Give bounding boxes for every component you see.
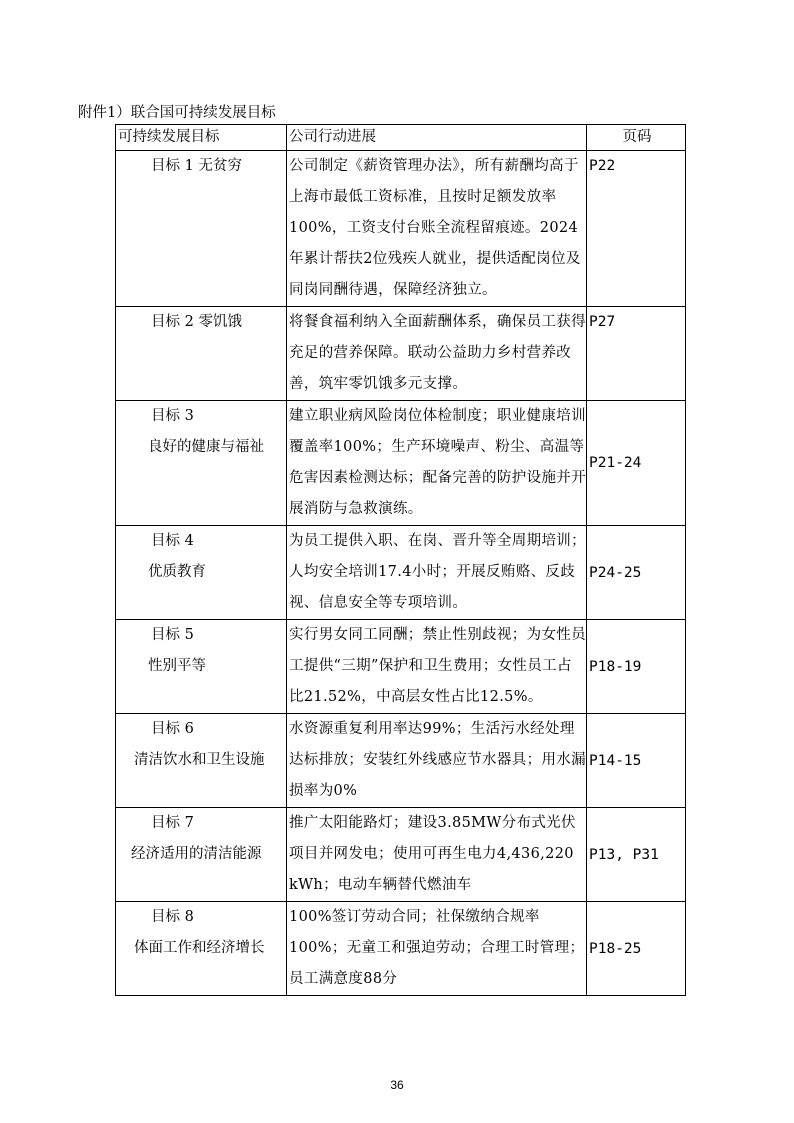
goal-name: 优质教育 bbox=[148, 564, 206, 580]
goal-number: 目标 7 bbox=[151, 815, 194, 831]
table-row bbox=[116, 151, 686, 307]
appendix-heading: 附件1）联合国可持续发展目标 bbox=[78, 105, 276, 121]
goal-name: 体面工作和经济增长 bbox=[134, 940, 265, 956]
goal-cell bbox=[116, 526, 287, 620]
header-progress: 公司行动进展 bbox=[287, 125, 587, 151]
goal-name: 良好的健康与福祉 bbox=[148, 439, 264, 455]
page-cell: P18-19 bbox=[587, 620, 686, 714]
goal-name: 性别平等 bbox=[148, 658, 206, 674]
page-cell: P24-25 bbox=[587, 526, 686, 620]
page-cell: P21-24 bbox=[587, 401, 686, 526]
progress-cell: 将餐食福利纳入全面薪酬体系，确保员工获得充足的营养保障。联动公益助力乡村营养改善，筑牢零饥饿多元支撑。 bbox=[287, 307, 587, 401]
goal-cell bbox=[116, 714, 287, 808]
page-cell: P27 bbox=[587, 307, 686, 401]
goal-cell bbox=[116, 151, 287, 307]
progress-cell: 为员工提供入职、在岗、晋升等全周期培训；人均安全培训17.4小时；开展反贿赂、反歧视、信息安全等专项培训。 bbox=[287, 526, 587, 620]
goal-number: 目标 5 bbox=[151, 627, 194, 643]
table-row bbox=[116, 620, 686, 714]
page-cell: P22 bbox=[587, 151, 686, 307]
progress-cell: 推广太阳能路灯；建设3.85MW分布式光伏项目并网发电；使用可再生电力4,436,220 kWh；电动车辆替代燃油车 bbox=[287, 808, 587, 902]
table-row bbox=[116, 526, 686, 620]
goal-name: 经济适用的清洁能源 bbox=[131, 846, 262, 862]
progress-cell: 100%签订劳动合同；社保缴纳合规率100%；无童工和强迫劳动；合理工时管理；员工满意度88分 bbox=[287, 902, 587, 996]
table-header-row bbox=[116, 125, 686, 151]
progress-cell: 实行男女同工同酬；禁止性别歧视；为女性员工提供“三期”保护和卫生费用；女性员工占比21.52%，中高层女性占比12.5%。 bbox=[287, 620, 587, 714]
page-cell: P14-15 bbox=[587, 714, 686, 808]
goal-number: 目标 3 bbox=[151, 408, 194, 424]
goal-cell bbox=[116, 401, 287, 526]
page-number: 36 bbox=[390, 1078, 404, 1092]
table-row bbox=[116, 307, 686, 401]
table-row bbox=[116, 808, 686, 902]
goal-cell bbox=[116, 808, 287, 902]
header-page: 页码 bbox=[587, 125, 686, 151]
sdg-table bbox=[115, 124, 686, 996]
goal-label: 目标 1 无贫穷 bbox=[151, 158, 242, 174]
page-cell: P13, P31 bbox=[587, 808, 686, 902]
table-row bbox=[116, 401, 686, 526]
goal-cell bbox=[116, 307, 287, 401]
goal-cell bbox=[116, 902, 287, 996]
table-row bbox=[116, 714, 686, 808]
progress-cell: 公司制定《薪资管理办法》，所有薪酬均高于上海市最低工资标准，且按时足额发放率100%，工资支付台账全流程留痕迹。2024年累计帮扶2位残疾人就业，提供适配岗位及同岗同酬待遇，保障经济独立。 bbox=[287, 151, 587, 307]
progress-cell: 建立职业病风险岗位体检制度；职业健康培训覆盖率100%；生产环境噪声、粉尘、高温等危害因素检测达标；配备完善的防护设施并开展消防与急救演练。 bbox=[287, 401, 587, 526]
goal-cell bbox=[116, 620, 287, 714]
progress-cell: 水资源重复利用率达99%；生活污水经处理达标排放；安装红外线感应节水器具；用水漏损率为0% bbox=[287, 714, 587, 808]
header-goal: 可持续发展目标 bbox=[116, 125, 287, 151]
goal-name: 清洁饮水和卫生设施 bbox=[134, 752, 265, 768]
goal-number: 目标 8 bbox=[151, 909, 194, 925]
table-row bbox=[116, 902, 686, 996]
goal-number: 目标 4 bbox=[151, 533, 194, 549]
goal-label: 目标 2 零饥饿 bbox=[151, 314, 242, 330]
page-cell: P18-25 bbox=[587, 902, 686, 996]
goal-number: 目标 6 bbox=[151, 721, 194, 737]
